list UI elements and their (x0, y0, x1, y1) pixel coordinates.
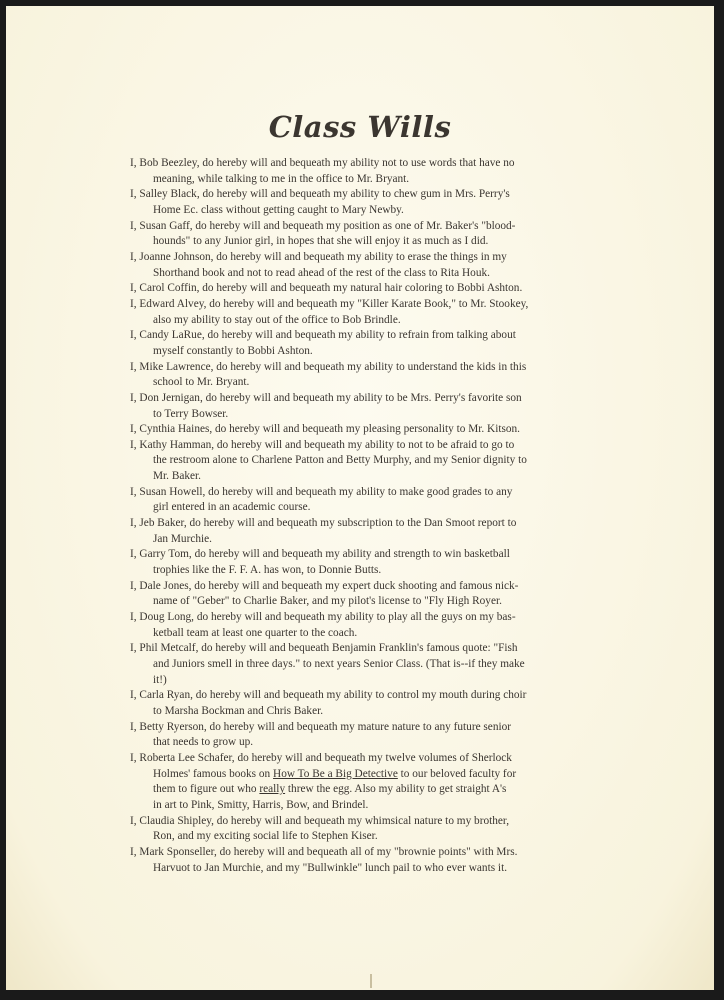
will-entry: I, Bob Beezley, do hereby will and bequeath my ability not to use words that have no meaning, while talking to me in the office to Mr. Bryant. (130, 157, 515, 185)
page-title: Class Wills (268, 110, 452, 144)
will-entry: I, Dale Jones, do hereby will and bequeath my expert duck shooting and famous nick- name of "Geber" to Charlie Baker, and my pilot's license to "Fly High Royer. (130, 579, 519, 608)
underlined-book-title: How To Be a Big Detective (273, 767, 398, 780)
will-entry: I, Don Jernigan, do hereby will and bequeath my ability to be Mrs. Perry's favorite son to Terry Bowser. (130, 391, 522, 420)
will-entry: I, Carol Coffin, do hereby will and bequeath my natural hair coloring to Bobbi Ashton. (130, 282, 523, 295)
will-entry: I, Claudia Shipley, do hereby will and bequeath my whimsical nature to my brother, Ron, and my exciting social life to Stephen Kiser. (130, 814, 510, 843)
will-entry: I, Carla Ryan, do hereby will and bequeath my ability to control my mouth during choir to Marsha Bockman and Chris Baker. (130, 689, 527, 717)
will-entry: I, Betty Ryerson, do hereby will and bequeath my mature nature to any future senior that needs to grow up. (130, 720, 512, 749)
will-entry: I, Phil Metcalf, do hereby will and bequeath Benjamin Franklin's famous quote: "Fish and Juniors smell in three days." to next years Senior Class. (That is--if they make it!) (130, 642, 525, 686)
will-entry: I, Susan Howell, do hereby will and bequeath my ability to make good grades to any girl entered in an academic course. (130, 485, 513, 514)
will-entry: I, Doug Long, do hereby will and bequeath my ability to play all the guys on my bas- ketball team at least one quarter to the coach. (130, 611, 516, 639)
will-entry: I, Candy LaRue, do hereby will and bequeath my ability to refrain from talking about myself constantly to Bobbi Ashton. (130, 329, 516, 357)
wills-list (130, 156, 610, 876)
will-entry: I, Edward Alvey, do hereby will and bequeath my "Killer Karate Book," to Mr. Stookey, also my ability to stay out of the office to Bob Brindle. (130, 297, 529, 326)
will-text: to our beloved faculty for them to figure out who (153, 767, 517, 796)
paper-blemish (370, 974, 372, 988)
will-entry: I, Garry Tom, do hereby will and bequeath my ability and strength to win basketball trophies like the F. F. A. has won, to Donnie Butts. (130, 548, 510, 577)
will-entry: I, Joanne Johnson, do hereby will and bequeath my ability to erase the things in my Shorthand book and not to read ahead of the rest of the class to Rita Houk. (130, 250, 507, 279)
will-entry: I, Mike Lawrence, do hereby will and bequeath my ability to understand the kids in this school to Mr. Bryant. (130, 360, 527, 389)
yearbook-page (6, 6, 714, 990)
will-entry: I, Cynthia Haines, do hereby will and bequeath my pleasing personality to Mr. Kitson. (130, 423, 520, 436)
will-text: threw the egg. Also my ability to get straight A's in art to Pink, Smitty, Harris, Bow, and Brindel. (153, 783, 507, 811)
will-entry (130, 751, 610, 814)
underlined-emphasis: really (259, 783, 286, 796)
will-entry: I, Mark Sponseller, do hereby will and bequeath all of my "brownie points" with Mrs. Harvuot to Jan Murchie, and my "Bullwinkle" lunch pail to who ever wants it. (130, 845, 518, 874)
will-entry: I, Salley Black, do hereby will and bequeath my ability to chew gum in Mrs. Perry's Home Ec. class without getting caught to Mary Newby. (130, 188, 510, 216)
will-text: I, Roberta Lee Schafer, do hereby will and bequeath my twelve volumes of Sherlock Holmes' famous books on (130, 751, 512, 780)
will-entry: I, Susan Gaff, do hereby will and bequeath my position as one of Mr. Baker's "blood- hounds" to any Junior girl, in hopes that she will enjoy it as much as I did. (130, 219, 516, 248)
will-entry: I, Jeb Baker, do hereby will and bequeath my subscription to the Dan Smoot report to Jan Murchie. (130, 517, 517, 545)
will-entry: I, Kathy Hamman, do hereby will and bequeath my ability to not to be afraid to go to the restroom alone to Charlene Patton and Betty Murphy, and my Senior dignity to Mr. Baker. (130, 438, 527, 483)
